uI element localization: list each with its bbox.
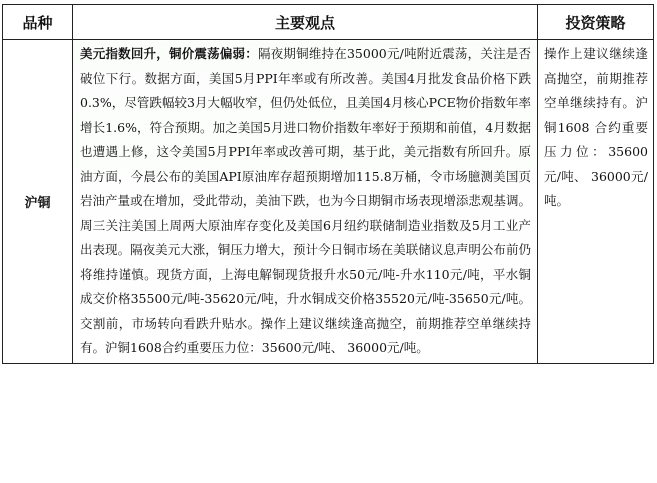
header-row [3, 5, 654, 40]
variety-cell: 沪铜 [3, 40, 73, 364]
strategy-cell: 操作上建议继续逢高抛空，前期推荐空单继续持有。沪铜1608 合约重要压力位：35600元/吨、 36000元/吨。 [538, 40, 654, 364]
view-lead: 美元指数回升，铜价震荡偏弱： [80, 46, 258, 61]
table-row [3, 40, 654, 364]
header-variety: 品种 [3, 5, 73, 40]
strategy-table [2, 4, 654, 364]
header-main-view: 主要观点 [73, 5, 538, 40]
header-strategy: 投资策略 [538, 5, 654, 40]
view-body: 隔夜期铜维持在35000元/吨附近震荡，关注是否破位下行。数据方面，美国5月PPI年率或有所改善。美国4月批发食品价格下跌0.3%，尽管跌幅较3月大幅收窄，但仍处低位，且美国4月核心PCE物价指数年率增长1.6%，符合预期。加之美国5月进口物价指数年率好于预期和前值，4月数据也遭遇上修，这令美国5月PPI年率或改善可期，基于此，美元指数有所回升。原油方面，今晨公布的美国API原油库存超预期增加115.8万桶，令市场臆测美国页岩油产量或在增加，受此带动，美油下跌，也为今日期铜市场表现增添悲观基调。周三关注美国上周两大原油库存变化及美国6月纽约联储制造业指数及5月工业产出表现。隔夜美元大涨，铜压力增大，预计今日铜市场在美联储议息声明公布前仍将维持谨慎。现货方面，上海电解铜现货报升水50元/吨-升水110元/吨，平水铜成交价格35500元/吨-35620元/吨，升水铜成交价格35520元/吨-35650元/吨。交割前，市场转向看跌升贴水。操作上建议继续逢高抛空，前期推荐空单继续持有。沪铜1608合约重要压力位：35600元/吨、 36000元/吨。 [80, 46, 531, 355]
main-view-cell [73, 40, 538, 364]
